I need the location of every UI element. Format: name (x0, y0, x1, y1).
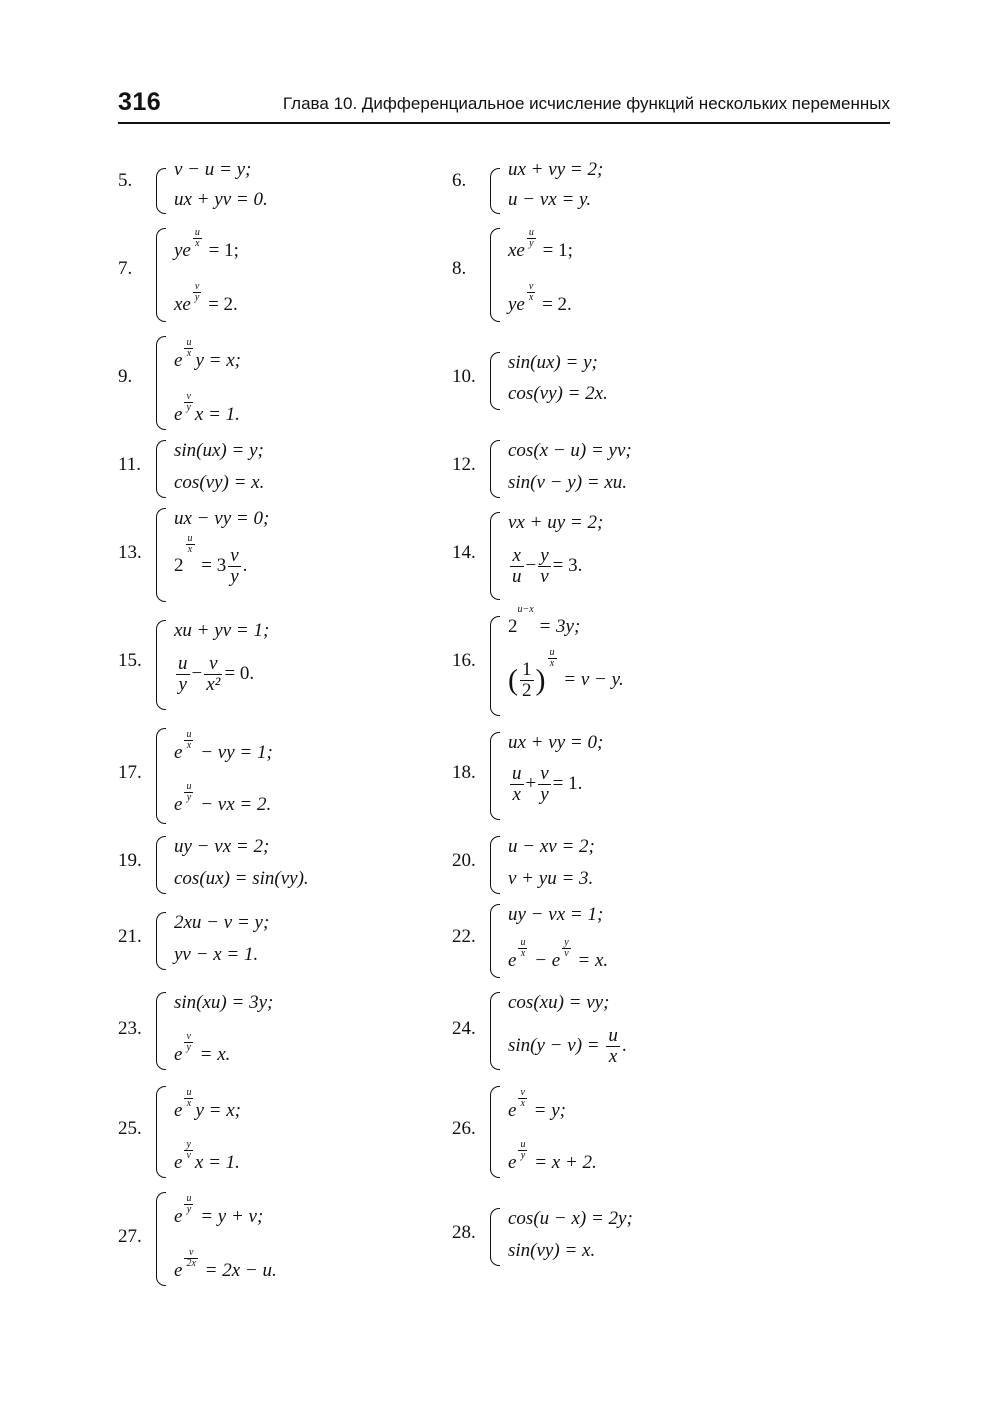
problem-number: 9. (118, 366, 133, 387)
equation: e $\frac{u}{x}$ − e $\frac{y}{v}$ = x. (508, 937, 609, 971)
equation: 2u−x = 3y; (508, 604, 581, 637)
equation: xe $\frac{v}{y}$ = 2. (174, 281, 238, 315)
system-brace (490, 440, 500, 498)
system-brace (490, 512, 500, 600)
equation: $\frac{u}{y}$ − $\frac{v}{\text{x²}}$ = 0. (178, 653, 255, 695)
problem-number: 8. (452, 258, 467, 279)
problem-number: 28. (452, 1222, 476, 1243)
equation: e $\frac{u}{y}$ = y + v; (174, 1193, 264, 1227)
system-brace (156, 1192, 166, 1286)
system-brace (156, 1086, 166, 1178)
system-brace (490, 836, 500, 894)
problem-number: 12. (452, 454, 476, 475)
problem-number: 13. (118, 542, 142, 563)
system-brace (490, 992, 500, 1070)
system-brace (156, 336, 166, 430)
problem-number: 21. (118, 926, 142, 947)
problem-number: 16. (452, 650, 476, 671)
problem-number: 14. (452, 542, 476, 563)
system-brace (156, 620, 166, 710)
problem-number: 18. (452, 762, 476, 783)
equation: vx + uy = 2; (508, 512, 604, 533)
equation: ux − vy = 0; (174, 508, 270, 529)
problem-number: 26. (452, 1118, 476, 1139)
problem-number: 19. (118, 850, 142, 871)
system-brace (156, 836, 166, 894)
equation: ux + vy = 2; (508, 159, 604, 180)
system-brace (156, 912, 166, 970)
equation: sin(xu) = 3y; (174, 992, 274, 1013)
problem-number: 15. (118, 650, 142, 671)
system-brace (490, 228, 500, 322)
problem-number: 17. (118, 762, 142, 783)
system-brace (156, 228, 166, 322)
equation: ye $\frac{v}{x}$ = 2. (508, 281, 572, 315)
equation: ye $\frac{u}{x}$ = 1; (174, 227, 239, 261)
equation: xu + yv = 1; (174, 620, 270, 641)
equation: cos(u − x) = 2y; (508, 1208, 633, 1229)
equation: e $\frac{v}{y}$ x = 1. (174, 391, 240, 425)
equation: e $\frac{v}{2x}$ = 2x − u. (174, 1247, 277, 1281)
problem-number: 10. (452, 366, 476, 387)
problem-number: 23. (118, 1018, 142, 1039)
system-brace (156, 508, 166, 602)
equation: cos(vy) = 2x. (508, 383, 608, 404)
equation: sin(vy) = x. (508, 1240, 596, 1261)
equation: sin(y − v) = $\frac{u}{x}$ . (508, 1025, 627, 1067)
equation: $\frac{u}{x}$ + $\frac{v}{y}$ = 1. (512, 763, 583, 805)
system-brace (490, 168, 500, 214)
equation: cos(xu) = vy; (508, 992, 610, 1013)
equation: cos(ux) = sin(vy). (174, 868, 309, 889)
problem-number: 27. (118, 1226, 142, 1247)
system-brace (156, 728, 166, 824)
equation: e $\frac{v}{x}$ = y; (508, 1087, 566, 1121)
equation: yv − x = 1. (174, 944, 259, 965)
problem-number: 11. (118, 454, 142, 475)
equation: e $\frac{u}{x}$ − vy = 1; (174, 729, 273, 763)
equation: e $\frac{y}{v}$ x = 1. (174, 1139, 240, 1173)
equation: 2xu − v = y; (174, 912, 270, 933)
equation: xe $\frac{u}{y}$ = 1; (508, 227, 573, 261)
page-header (118, 88, 890, 124)
equation: ux + vy = 0; (508, 732, 604, 753)
system-brace (490, 352, 500, 410)
equation: uy − vx = 1; (508, 904, 604, 925)
equation: $\frac{x}{u}$ − $\frac{y}{v}$ = 3. (512, 545, 583, 587)
equation: e $\frac{u}{y}$ = x + 2. (508, 1139, 597, 1173)
system-brace (156, 440, 166, 498)
system-brace (156, 992, 166, 1070)
system-brace (490, 904, 500, 978)
equation: sin(ux) = y; (174, 440, 264, 461)
problem-number: 24. (452, 1018, 476, 1039)
equation: u − vx = y. (508, 189, 592, 210)
system-brace (156, 168, 166, 214)
problem-number: 20. (452, 850, 476, 871)
problem-number: 7. (118, 258, 133, 279)
equation: 2 $\frac{u}{x}$ = 3 $\frac{v}{y}$ . (174, 533, 248, 587)
equation: e $\frac{u}{x}$ y = x; (174, 1087, 241, 1121)
system-brace (490, 1208, 500, 1266)
equation: ( $\frac{1}{2}$ ) $\frac{u}{x}$ = v − y. (508, 647, 624, 701)
problem-number: 6. (452, 170, 467, 191)
equation: e $\frac{u}{y}$ − vx = 2. (174, 781, 272, 815)
chapter-title: Глава 10. Дифференциальное исчисление функций нескольких переменных (282, 94, 890, 113)
system-brace (490, 616, 500, 716)
equation: cos(x − u) = yv; (508, 440, 632, 461)
equation: u − xv = 2; (508, 836, 595, 857)
equation: e $\frac{v}{y}$ = x. (174, 1031, 231, 1065)
equation: e $\frac{u}{x}$ y = x; (174, 337, 241, 371)
equation: sin(ux) = y; (508, 352, 598, 373)
equation: sin(v − y) = xu. (508, 472, 628, 493)
equation: v − u = y; (174, 159, 252, 180)
system-brace (490, 732, 500, 820)
equation: uy − vx = 2; (174, 836, 270, 857)
equation: ux + yv = 0. (174, 189, 268, 210)
system-brace (490, 1086, 500, 1178)
equation: cos(vy) = x. (174, 472, 265, 493)
problem-number: 5. (118, 170, 133, 191)
problem-number: 25. (118, 1118, 142, 1139)
page-number: 316 (118, 88, 162, 116)
equation: v + yu = 3. (508, 868, 594, 889)
problem-number: 22. (452, 926, 476, 947)
